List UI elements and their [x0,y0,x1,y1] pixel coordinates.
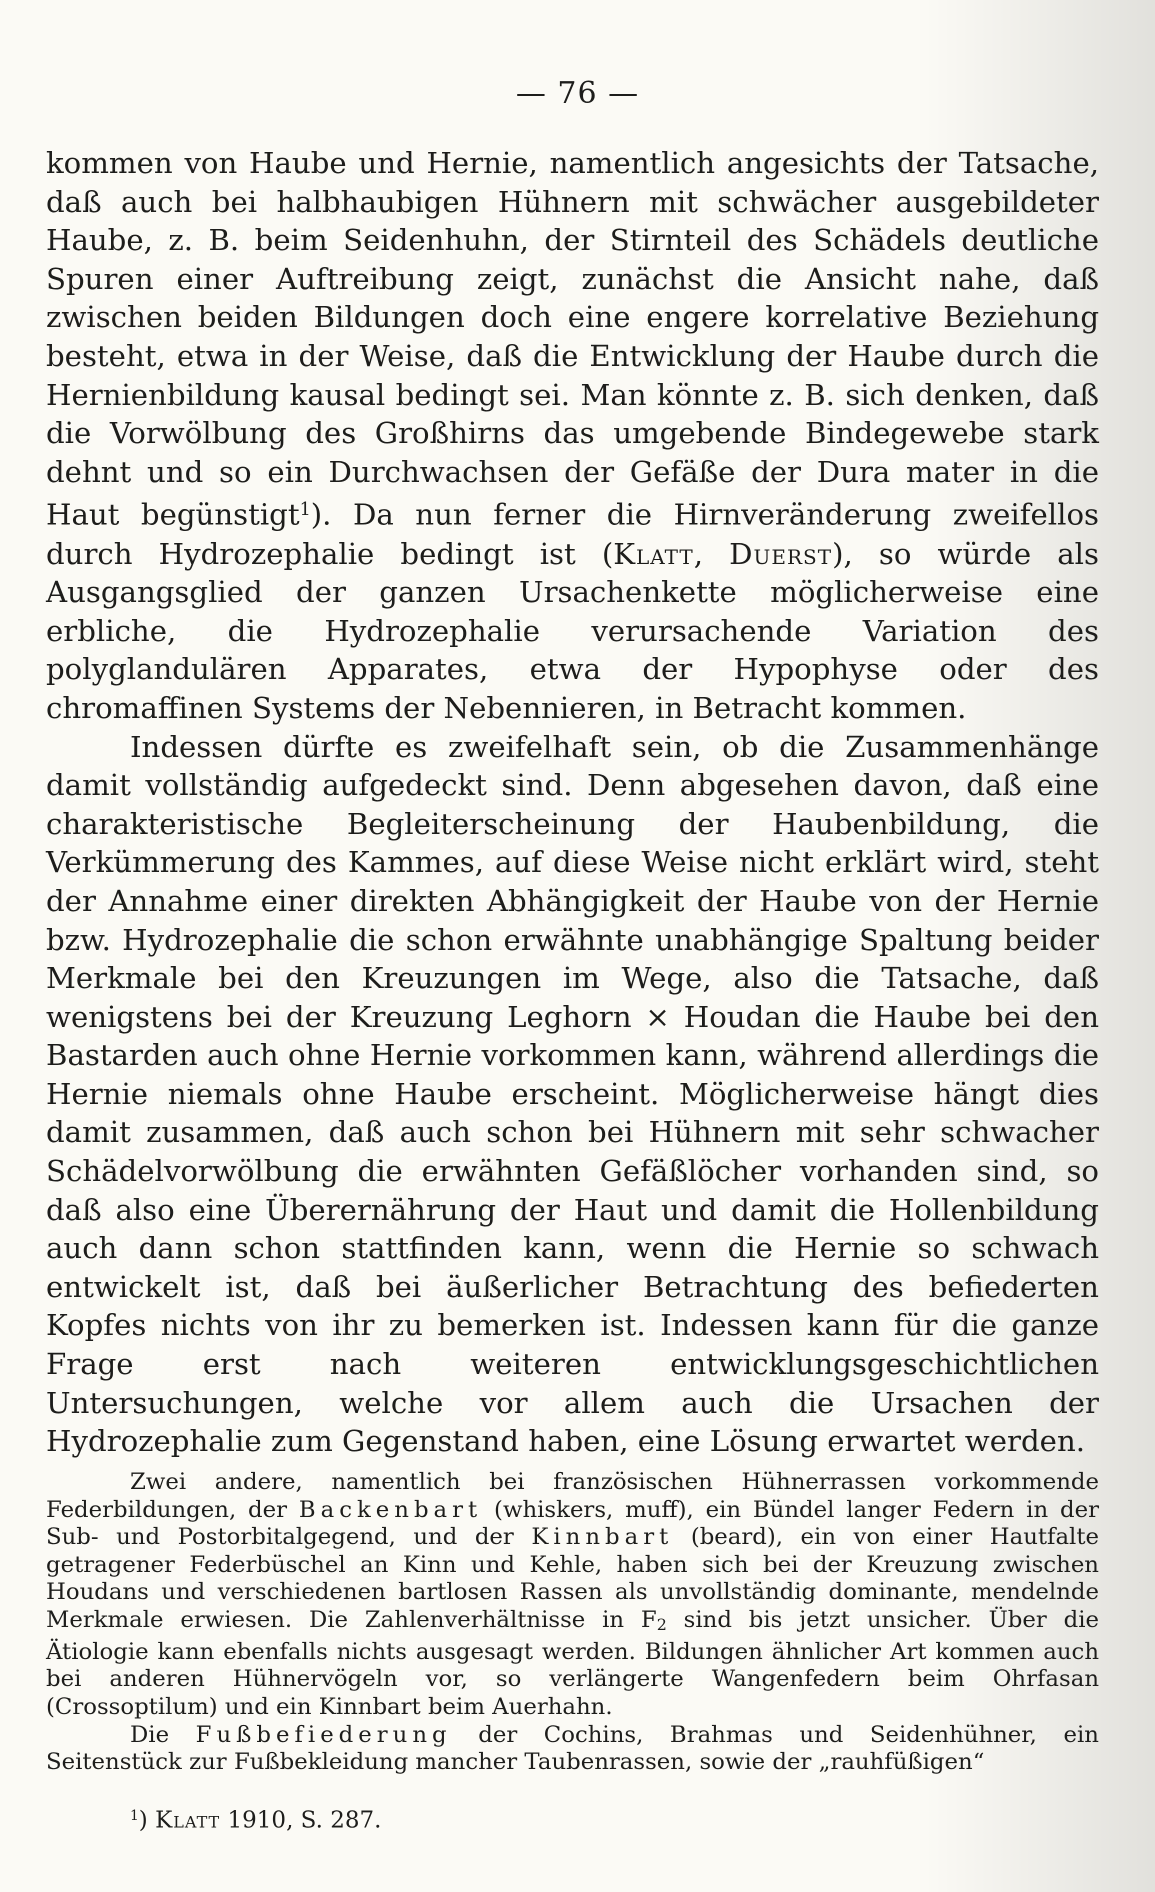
small-print-text-a: Zwei andere, namentlich bei französischen Hühnerrassen vorkommende Federbildungen, der [46,1469,1099,1523]
paragraph-2-text-a: Indessen dürfte es zweifelhaft sein, ob die Zusammenhänge damit vollständig aufgedeckt sind. Denn abgesehen davon, daß eine charakteristische Begleiterscheinung der Haubenbildung, die Verkümmerung des Kammes, auf diese Weise nicht erklärt wird, steht der Annahme einer direkten Abhängigkeit der Haube von der Hernie bzw. Hydrozephalie die schon erwähnte unabhängige Spaltung beider Merkmale bei den Kreuzungen im Wege, also die Tatsache, daß wenigstens bei der Kreuzung Leghorn [46,729,1099,1034]
generation-subscript: 2 [656,1615,667,1635]
small-print-text-c: (beard), ein von einer Hautfalte getragener Federbüschel an Kinn und Kehle, haben sich bei der Kreuzung zwischen Houdans und verschiedenen bartlosen Rassen als unvollständig dominante, mendelnde Merkmale erwiesen. Die Zahlenverhältnisse in F [46,1524,1100,1633]
author-name-klatt: Klatt [613,536,694,571]
paragraph-1 [46,144,1099,728]
footnote-citation: 1910, S. 287. [220,1807,382,1834]
footnote-paren: ) [138,1807,156,1834]
term-kinnbart: Kinnbart [531,1524,674,1551]
small-print-text-b: (whiskers, muff), ein Bündel langer Federn in der Sub- und Postorbitalgegend, und der [46,1496,1099,1551]
author-name-duerst: Duerst [729,536,833,571]
footnote-reference: 1 [299,500,311,521]
page-number: — 76 — [515,76,640,111]
main-text [46,144,1099,1461]
term-fussbefiederung: Fußbefiederung [195,1721,452,1748]
paragraph-1-text-c: ), so würde als Ausgangsglied der ganzen Ursachenkette möglicherweise eine erbliche, die Hydrozephalie verursachende Variation des polyglandulären Apparates, etwa der Hypophyse oder des chromaffinen Systems der Nebennieren, in Betracht kommen. [46,536,1099,725]
small-print-paragraph-2 [46,1722,1099,1777]
paragraph-2-text-b: Houdan die Haube bei den Bastarden auch ohne Hernie vorkommen kann, während allerdings die Hernie niemals ohne Haube erscheint. Möglicherweise hängt dies damit zusammen, daß auch schon bei Hühnern mit sehr schwacher Schädelvorwölbung die erwähnten Gefäßlöcher vorhanden sind, so daß also eine Überernährung der Haut und damit die Hollenbildung auch dann schon stattfinden kann, wenn die Hernie so schwach entwickelt ist, daß bei äußerlicher Betrachtung des befiederten Kopfes nichts von ihr zu bemerken ist. Indessen kann für die ganze Frage erst nach weiteren entwicklungsgeschichtlichen Untersuchungen, welche vor allem auch die Ursachen der Hydrozephalie zum Gegenstand haben, eine Lösung erwartet werden. [46,999,1099,1459]
term-backenbart: Backenbart [298,1496,483,1523]
cross-symbol: × [631,999,684,1034]
small-print-text-e: Die [130,1721,196,1748]
footnote-author: Klatt [155,1807,221,1834]
paragraph-2 [46,728,1099,1461]
small-print-paragraph-1 [46,1469,1099,1722]
name-separator: , [693,536,730,571]
small-print-text-d: sind bis jetzt unsicher. Über die Ätiologie kann ebenfalls nichts ausgesagt werden. Bildungen ähnlicher Art kommen auch bei anderen Hühnervögeln vor, so verlängerte Wangenfedern beim Ohrfasan (Crossoptilum) und ein Kinnbart beim Auerhahn. [46,1606,1099,1720]
paragraph-1-text-b: ). Da nun ferner die Hirnveränderung zweifellos durch Hydrozephalie bedingt ist ( [46,497,1100,571]
footnote [130,1802,381,1835]
small-print-section [46,1469,1099,1777]
paragraph-1-text-a: kommen von Haube und Hernie, namentlich angesichts der Tatsache, daß auch bei halbhaubigen Hühnern mit schwächer ausgebildeter Haube, z. B. beim Seidenhuhn, der Stirnteil des Schädels deutliche Spuren einer Auftreibung zeigt, zunächst die Ansicht nahe, daß zwischen beiden Bildungen doch eine engere korrelative Beziehung besteht, etwa in der Weise, daß die Entwicklung der Haube durch die Hernienbildung kausal bedingt sei. Man könnte z. B. sich denken, daß die Vorwölbung des Großhirns das umgebende Bindegewebe stark dehnt und so ein Durchwachsen der Gefäße der Dura mater in die Haut begünstigt [46,146,1099,532]
footnote-marker: 1 [130,1808,139,1824]
small-print-text-f: der Cochins, Brahmas und Seidenhühner, ein Seitenstück zur Fußbekleidung mancher Taubenrassen, sowie der „rauhfüßigen“ [46,1721,1099,1776]
